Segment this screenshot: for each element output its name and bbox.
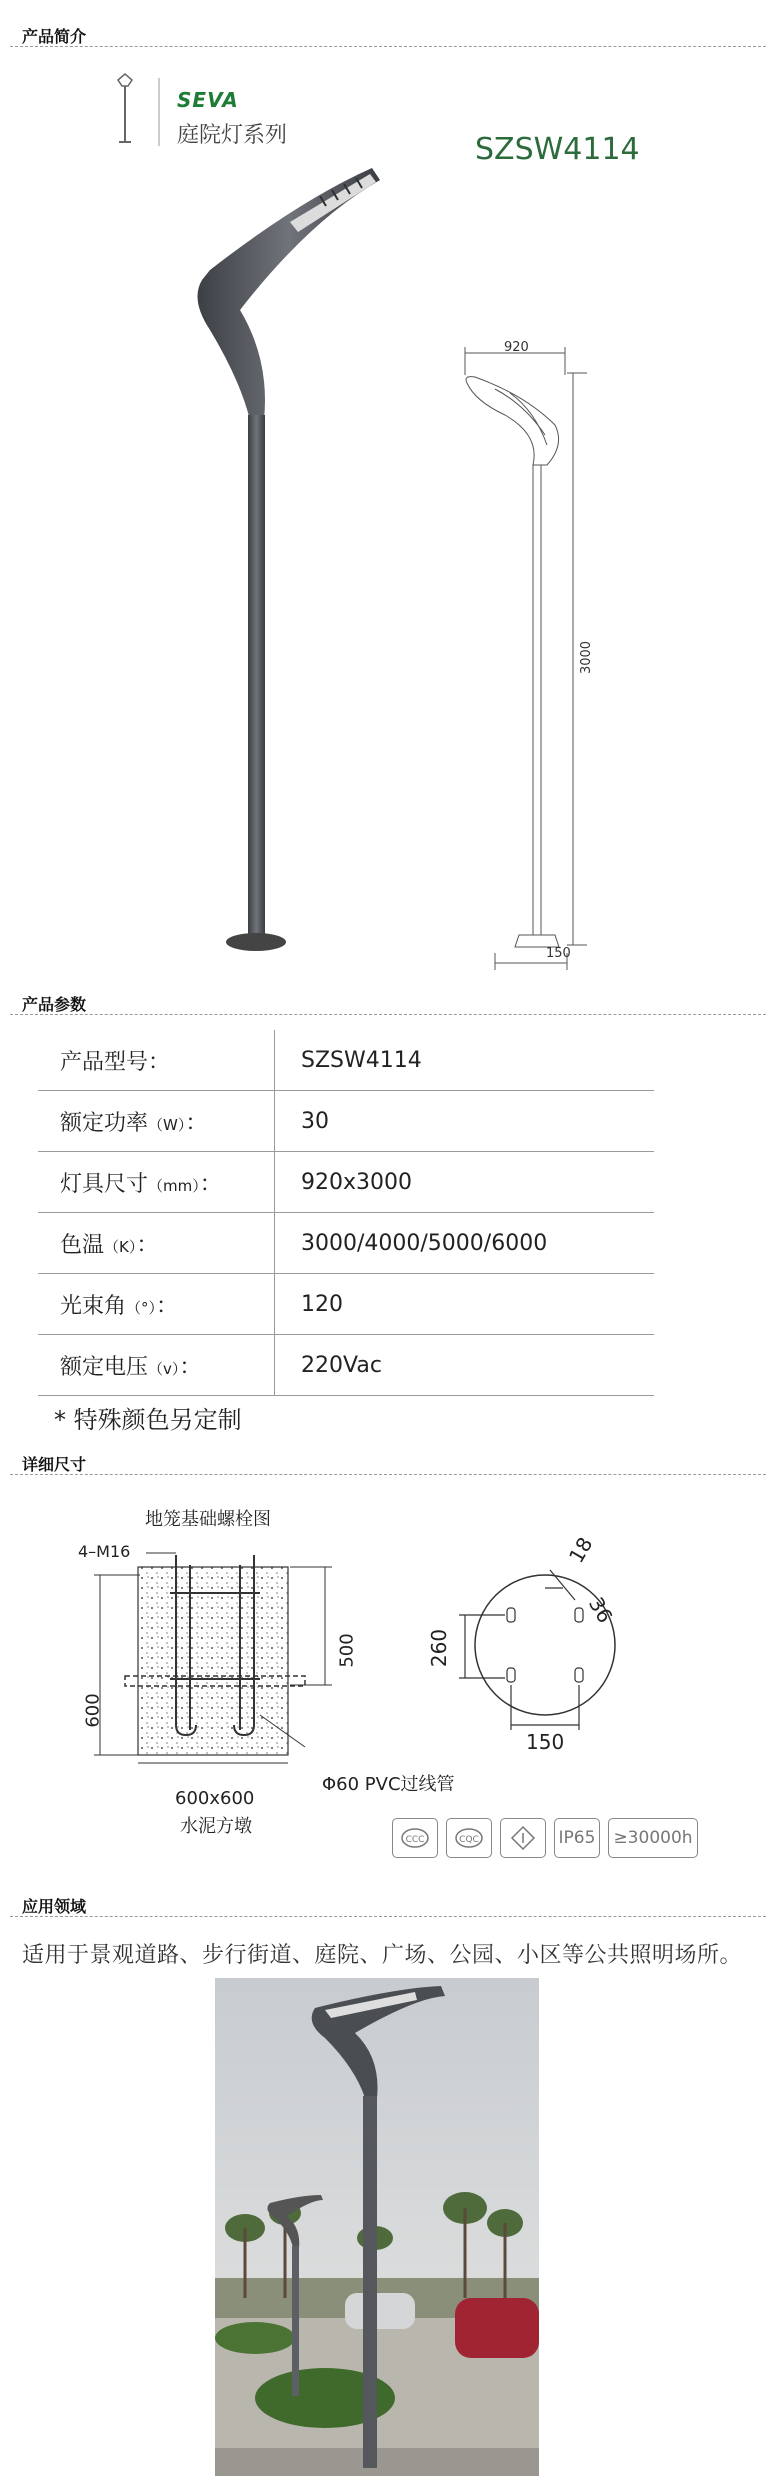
param-key: 灯具尺寸 bbox=[60, 1171, 149, 1197]
cert-cqc-label: CQC bbox=[459, 1835, 479, 1845]
param-value: 220Vac bbox=[275, 1335, 655, 1396]
table-row bbox=[38, 1030, 654, 1091]
section-params-title: 产品参数 bbox=[22, 995, 87, 1014]
param-key: 光束角 bbox=[60, 1293, 127, 1319]
dim-500: 500 bbox=[336, 1633, 358, 1668]
param-value: 3000/4000/5000/6000 bbox=[275, 1213, 655, 1274]
param-key: 产品型号 bbox=[60, 1049, 149, 1075]
param-value: SZSW4114 bbox=[275, 1030, 655, 1091]
brand-logo: SEVA bbox=[177, 88, 239, 112]
table-row bbox=[38, 1335, 654, 1396]
flange-diagram bbox=[425, 1530, 655, 1760]
params-table bbox=[38, 1030, 654, 1396]
param-colon: ： bbox=[179, 1354, 202, 1380]
dim-base-label: 150 bbox=[546, 946, 571, 961]
application-photo bbox=[215, 1978, 539, 2476]
cert-diamond-icon bbox=[500, 1818, 546, 1858]
param-colon: ： bbox=[148, 1049, 171, 1075]
brand-divider bbox=[158, 78, 160, 146]
model-title: SZSW4114 bbox=[475, 132, 640, 167]
param-colon: ： bbox=[156, 1293, 179, 1319]
param-unit: （K） bbox=[104, 1237, 137, 1256]
cert-ip65-badge: IP65 bbox=[554, 1818, 600, 1858]
dim-260: 260 bbox=[427, 1628, 452, 1668]
custom-color-note: * 特殊颜色另定制 bbox=[54, 1406, 242, 1434]
section-dimensions-header bbox=[0, 1448, 776, 1478]
section-intro-title: 产品简介 bbox=[22, 27, 87, 46]
param-colon: ： bbox=[199, 1171, 222, 1197]
cert-ccc-label: CCC bbox=[405, 1835, 425, 1845]
param-colon: ： bbox=[185, 1110, 208, 1136]
section-application-title: 应用领域 bbox=[22, 1897, 87, 1916]
bolt-spec: 4–M16 bbox=[78, 1542, 131, 1561]
dim-600: 600 bbox=[82, 1693, 104, 1728]
divider bbox=[10, 46, 766, 47]
param-key: 色温 bbox=[60, 1232, 105, 1258]
block-label: 水泥方墩 bbox=[180, 1816, 252, 1837]
table-row bbox=[38, 1213, 654, 1274]
divider bbox=[10, 1474, 766, 1475]
cert-ccc-icon bbox=[392, 1818, 438, 1858]
param-unit: （°） bbox=[126, 1298, 157, 1317]
brand-series: 庭院灯系列 bbox=[177, 123, 288, 148]
foundation-diagram bbox=[80, 1535, 360, 1775]
dim-36: 36 bbox=[583, 1592, 618, 1628]
table-row bbox=[38, 1091, 654, 1152]
param-unit: （v） bbox=[148, 1359, 180, 1378]
param-unit: （mm） bbox=[148, 1176, 200, 1195]
dim-150: 150 bbox=[526, 1730, 565, 1754]
param-value: 30 bbox=[275, 1091, 655, 1152]
divider bbox=[10, 1014, 766, 1015]
section-application-header bbox=[0, 1890, 776, 1920]
section-dimensions-title: 详细尺寸 bbox=[22, 1455, 87, 1474]
param-value: 120 bbox=[275, 1274, 655, 1335]
param-unit: （W） bbox=[148, 1115, 186, 1134]
section-intro-header bbox=[0, 20, 776, 50]
table-row bbox=[38, 1152, 654, 1213]
param-colon: ： bbox=[136, 1232, 159, 1258]
pvc-pipe-label: Φ60 PVC过线管 bbox=[322, 1774, 455, 1795]
param-key: 额定功率 bbox=[60, 1110, 149, 1136]
application-description: 适用于景观道路、步行街道、庭院、广场、公园、小区等公共照明场所。 bbox=[22, 1943, 743, 1968]
product-render bbox=[180, 160, 410, 970]
foundation-title: 地笼基础螺栓图 bbox=[145, 1509, 271, 1530]
dim-height-label: 3000 bbox=[579, 640, 595, 675]
dim-18: 18 bbox=[563, 1532, 598, 1568]
divider bbox=[10, 1916, 766, 1917]
param-value: 920x3000 bbox=[275, 1152, 655, 1213]
table-row bbox=[38, 1274, 654, 1335]
dim-width-label: 920 bbox=[504, 340, 529, 355]
section-params-header bbox=[0, 988, 776, 1018]
cert-cqc-icon bbox=[446, 1818, 492, 1858]
lifetime-badge: ≥30000h bbox=[608, 1818, 698, 1858]
block-size: 600x600 bbox=[175, 1788, 255, 1809]
lamp-thumbnail-icon bbox=[110, 72, 140, 148]
param-key: 额定电压 bbox=[60, 1354, 149, 1380]
